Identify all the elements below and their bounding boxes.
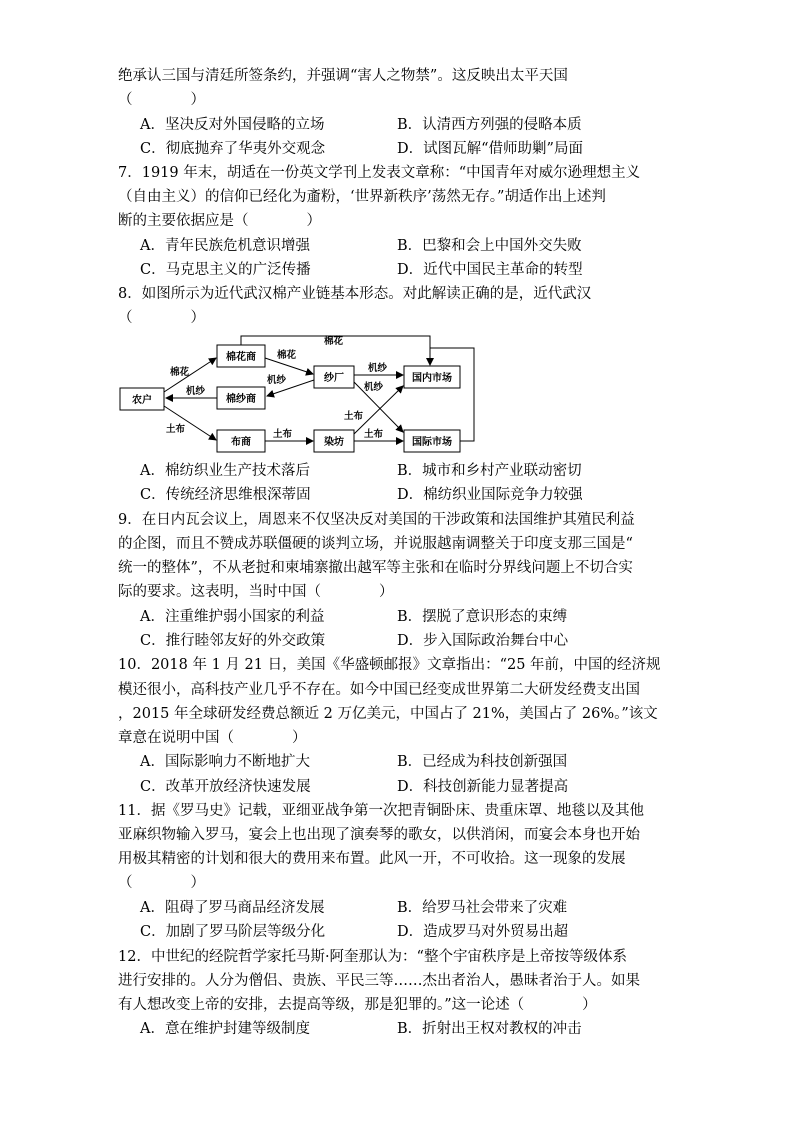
q11-option-a: A．阻碍了罗马商品经济发展 [140, 900, 325, 916]
q10-option-a: A．国际影响力不断地扩大 [140, 754, 310, 770]
q11-stem-line-1: 11．据《罗马史》记载，亚细亚战争第一次把青铜卧床、贵重床罩、地毯以及其他 [118, 803, 644, 819]
q8-stem-line-1: 8．如图所示为近代武汉棉产业链基本形态。对此解读正确的是，近代武汉 [118, 286, 592, 302]
q12-option-b: B．折射出王权对教权的冲击 [397, 1021, 582, 1037]
edge-label-yarn-3: 机纱 [368, 363, 388, 374]
edge-label-yarn-1: 机纱 [186, 386, 206, 397]
q10-stem-line-1: 10．2018 年 1 月 21 日，美国《华盛顿邮报》文章指出：“25 年前，中国的经济规 [118, 657, 661, 673]
q12-option-a: A．意在维护封建等级制度 [140, 1021, 310, 1037]
q7-option-d: D．近代中国民主革命的转型 [397, 262, 583, 278]
edge-international-feedback [430, 348, 474, 441]
q6-option-b: B．认清西方列强的侵略本质 [397, 117, 582, 133]
q9-option-a: A．注重维护弱小国家的利益 [140, 609, 325, 625]
q12-stem-line-1: 12．中世纪的经院哲学家托马斯·阿奎那认为：“整个宇宙秩序是上帝按等级体系 [118, 949, 627, 965]
q8-stem-line-2: （ ） [118, 310, 205, 326]
q11-option-c: C．加剧了罗马阶层等级分化 [140, 924, 326, 940]
q9-option-b: B．摆脱了意识形态的束缚 [397, 609, 568, 625]
node-international-market-label: 国际市场 [412, 437, 452, 448]
q12-stem-line-2: 进行安排的。人分为僧侣、贵族、平民三等……杰出者治人，愚昧者治于人。如果 [118, 973, 640, 989]
node-mill-label: 纱厂 [324, 373, 344, 384]
node-domestic-market-label: 国内市场 [412, 373, 452, 384]
node-yarn-merchant-label: 棉纱商 [226, 394, 256, 405]
q8-option-c: C．传统经济思维根深蒂固 [140, 487, 311, 503]
edge-label-cloth-4: 土布 [364, 429, 384, 440]
node-farmer-label: 农户 [132, 395, 152, 406]
q10-option-c: C．改革开放经济快速发展 [140, 779, 311, 795]
q9-stem-line-1: 9．在日内瓦会议上，周恩来不仅坚决反对美国的干涉政策和法国维护其殖民利益 [118, 512, 635, 528]
q10-option-d: D．科技创新能力显著提高 [397, 779, 569, 795]
cotton-industry-chain-diagram [118, 332, 480, 454]
q6-option-d: D．试图瓦解“借师助剿”局面 [397, 141, 583, 157]
node-dyehouse-label: 染坊 [324, 437, 344, 448]
q6-option-c: C．彻底抛弃了华夷外交观念 [140, 141, 326, 157]
q7-option-a: A．青年民族危机意识增强 [140, 238, 310, 254]
q6-option-a: A．坚决反对外国侵略的立场 [140, 117, 325, 133]
edge-label-yarn-4: 机纱 [364, 382, 384, 393]
edge-label-cotton-1: 棉花 [170, 367, 190, 378]
q10-option-b: B．已经成为科技创新强国 [397, 754, 568, 770]
q8-option-a: A．棉纺织业生产技术落后 [140, 463, 310, 479]
edge-label-cloth-3: 土布 [344, 411, 364, 422]
node-cloth-merchant-label: 布商 [231, 437, 251, 448]
q7-stem-line-3: 断的主要依据应是（ ） [118, 213, 321, 229]
q9-option-c: C．推行睦邻友好的外交政策 [140, 633, 326, 649]
edge-label-cloth-2: 土布 [273, 429, 293, 440]
q12-stem-line-3: 有人想改变上帝的安排，去提高等级，那是犯罪的。”这一论述（ ） [118, 997, 597, 1013]
node-cotton-merchant-label: 棉花商 [226, 352, 256, 363]
q9-stem-line-2: 的企图，而且不赞成苏联僵硬的谈判立场，并说服越南调整关于印度支那三国是“ [118, 536, 633, 552]
q10-stem-line-3: ，2015 年全球研发经费总额近 2 万亿美元，中国占了 21%，美国占了 26%。”该文 [118, 706, 658, 722]
q11-option-d: D．造成罗马对外贸易出超 [397, 924, 569, 940]
edge-label-yarn-2: 机纱 [267, 375, 287, 386]
edge-label-cotton-2: 棉花 [277, 350, 297, 361]
edge-label-cotton-top: 棉花 [324, 336, 344, 347]
q8-option-d: D．棉纺织业国际竞争力较强 [397, 487, 583, 503]
edge-label-cloth-1: 土布 [166, 424, 186, 435]
q7-option-c: C．马克思主义的广泛传播 [140, 262, 311, 278]
q11-option-b: B．给罗马社会带来了灾难 [397, 900, 568, 916]
q11-stem-line-2: 亚麻织物输入罗马，宴会上也出现了演奏琴的歌女，以供消闲，而宴会本身也开始 [118, 827, 640, 843]
q8-option-b: B．城市和乡村产业联动密切 [397, 463, 582, 479]
edge-dye-domestic [354, 386, 403, 434]
q9-option-d: D．步入国际政治舞台中心 [397, 633, 569, 649]
q7-stem-line-2: （自由主义）的信仰已经化为齑粉，‘世界新秩序’荡然无存。”胡适作出上述判 [118, 189, 606, 205]
q11-answer-blank: （ ） [118, 875, 205, 891]
question-6-answer-blank: （ ） [118, 92, 205, 108]
q7-option-b: B．巴黎和会上中国外交失败 [397, 238, 582, 254]
q10-stem-line-4: 章意在说明中国（ ） [118, 730, 307, 746]
q7-stem-line-1: 7．1919 年末，胡适在一份英文学刊上发表文章称：“中国青年对威尔逊理想主义 [118, 165, 641, 181]
q9-stem-line-4: 际的要求。这表明，当时中国（ ） [118, 584, 394, 600]
question-6-text-line: 绝承认三国与清廷所签条约，并强调“害人之物禁”。这反映出太平天国 [118, 68, 568, 84]
q9-stem-line-3: 统一的整体”，不从老挝和柬埔寨撤出越军等主张和在临时分界线问题上不切合实 [118, 560, 633, 576]
q10-stem-line-2: 模还很小，高科技产业几乎不存在。如今中国已经变成世界第二大研发经费支出国 [118, 682, 640, 698]
q11-stem-line-3: 用极其精密的计划和很大的费用来布置。此风一开，不可收拾。这一现象的发展 [118, 851, 626, 867]
